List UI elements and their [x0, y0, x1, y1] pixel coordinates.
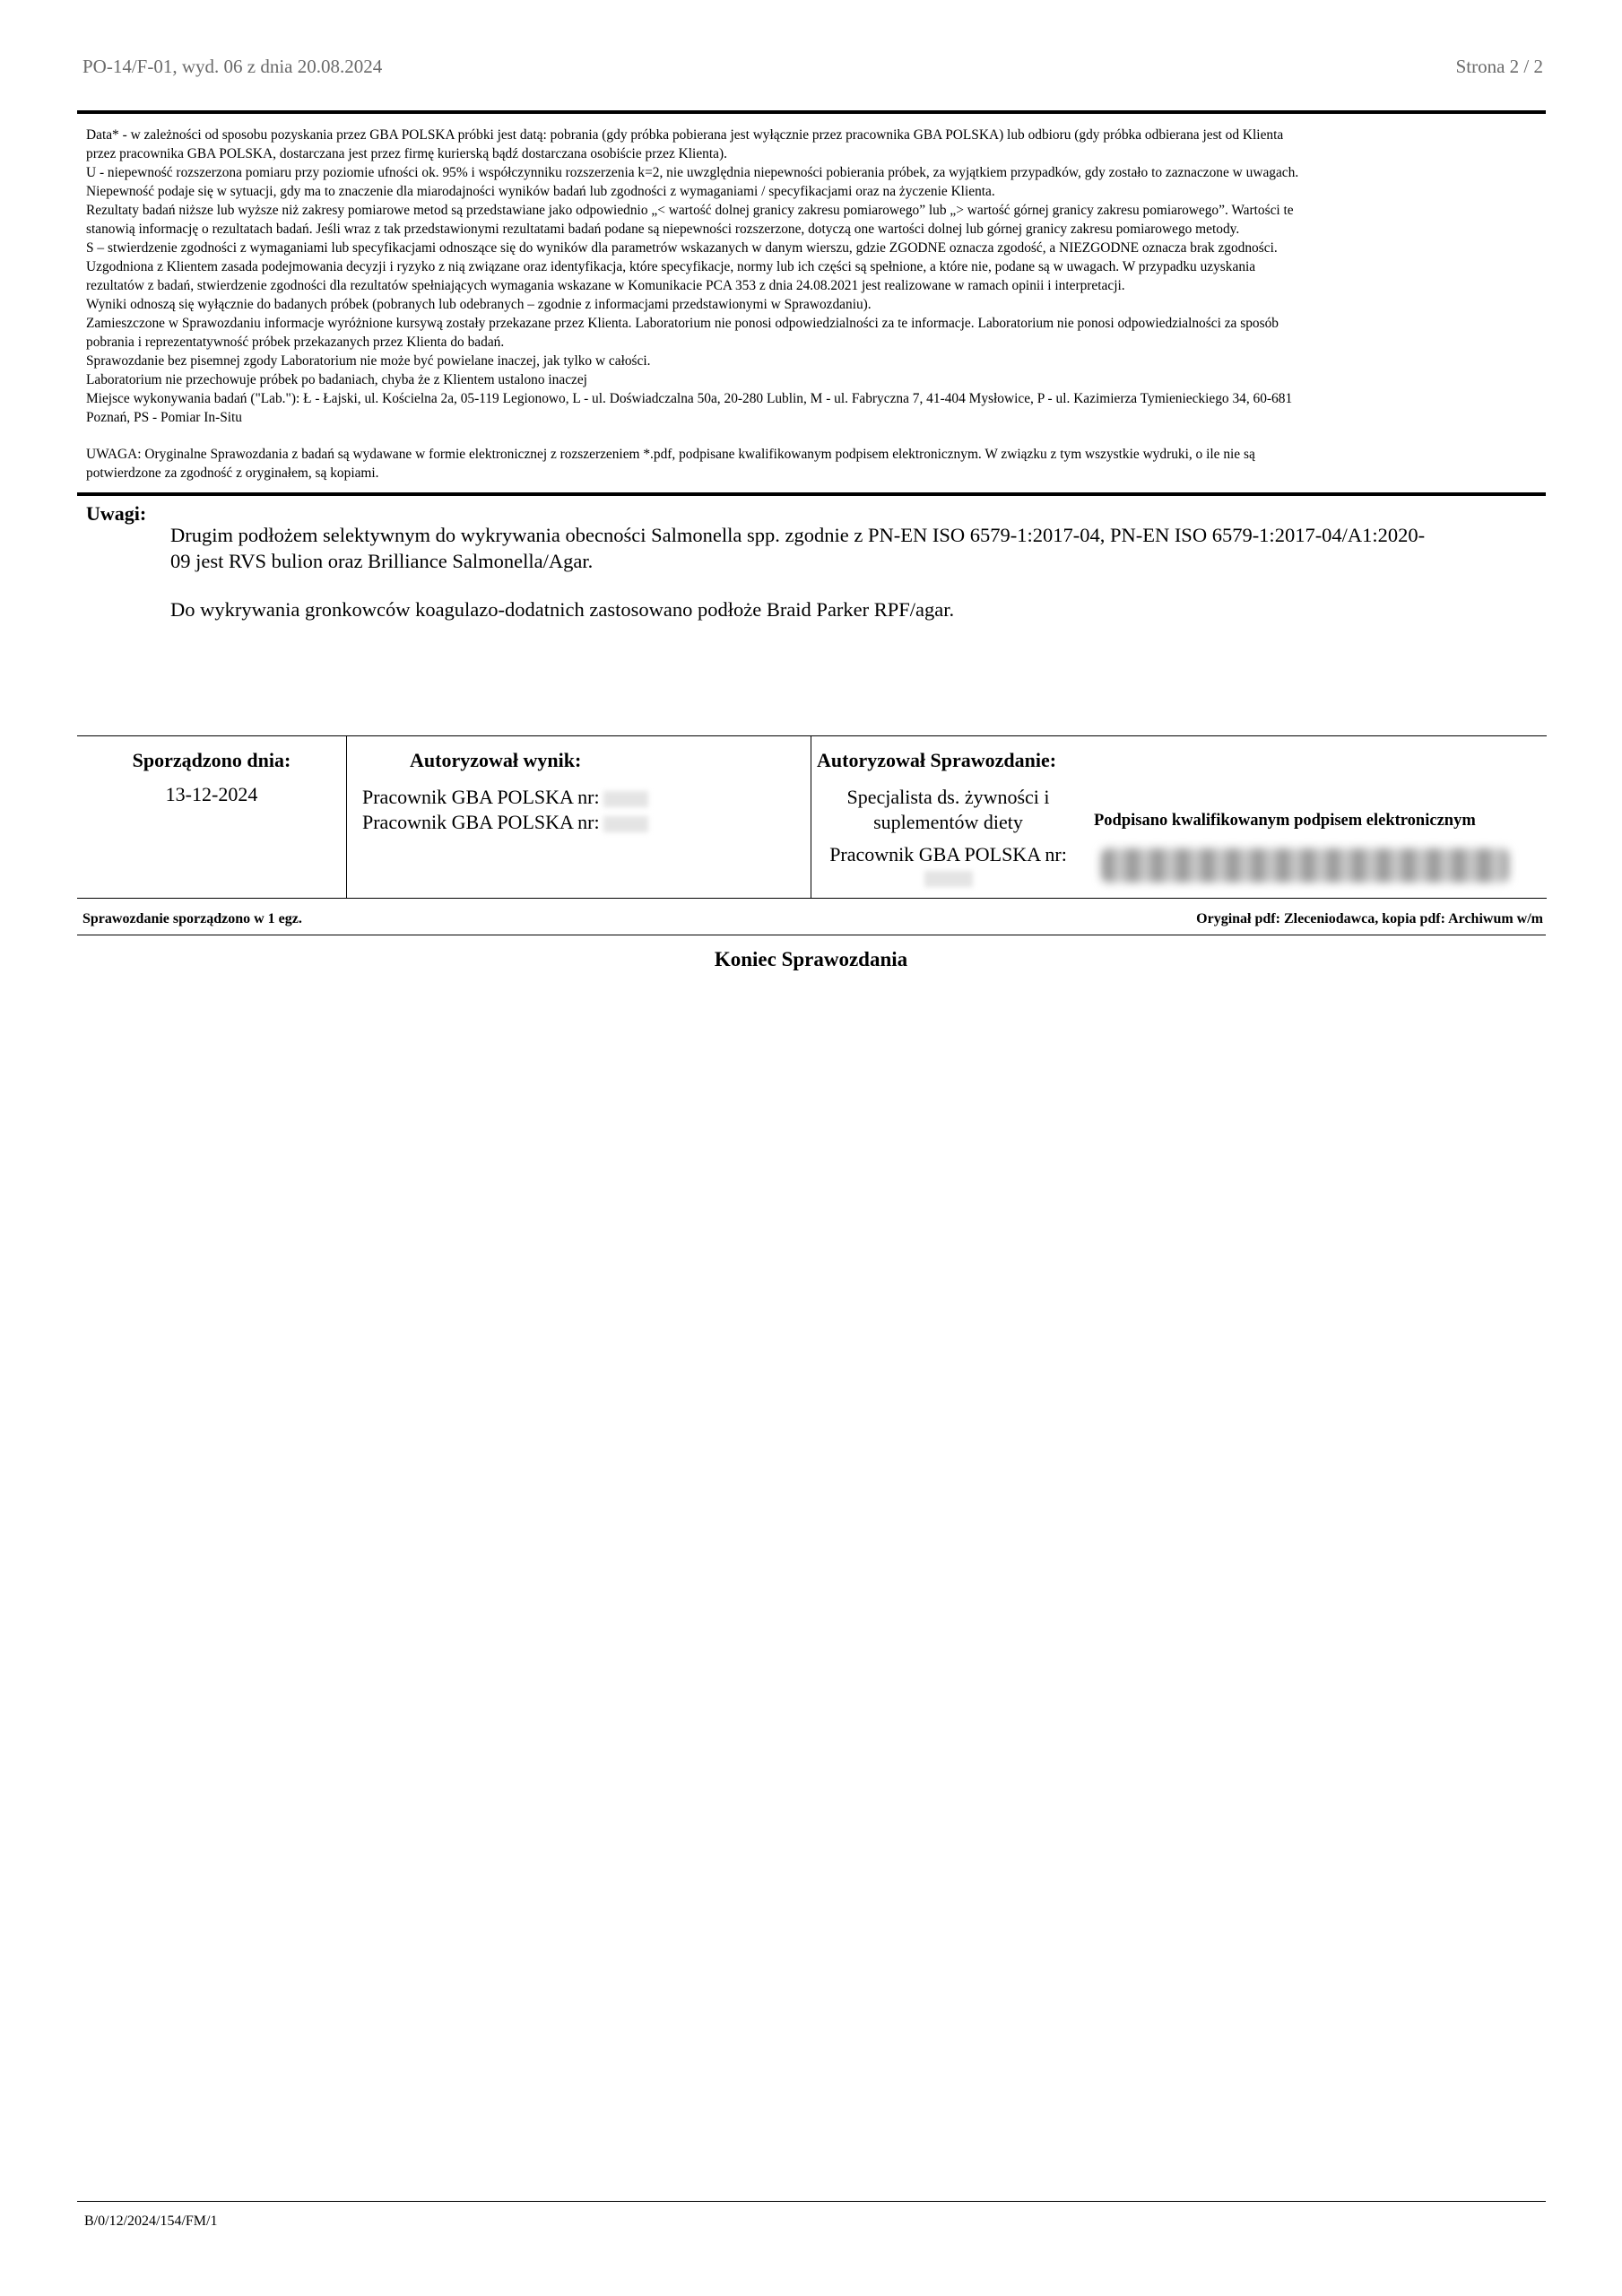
redacted-number [603, 791, 648, 807]
electronic-original-warning [86, 445, 1537, 483]
note-line: Data* - w zależności od sposobu pozyskania przez GBA POLSKA próbki jest datą: pobrania (gdy próbka pobierana jest wyłącznie przez pracownika GBA POLSKA) lub odbioru (gdy próbka odbierana jest od Klienta [86, 127, 1284, 143]
note-line: S – stwierdzenie zgodności z wymaganiami lub specyfikacjami odnoszące się do wyników dla parametrów wskazanych w danym wierszu, gdzie ZGODNE oznacza zgodość, a NIEZGODNE oznacza brak zgodności. [86, 240, 1278, 256]
employee-line [362, 785, 811, 810]
distribution-note: Oryginał pdf: Zleceniodawca, kopia pdf: Archiwum w/m [1196, 911, 1543, 926]
remarks-text [170, 522, 1444, 645]
note-line: Sprawozdanie bez pisemnej zgody Laboratorium nie może być powielane inaczej, jak tylko w całości. [86, 353, 651, 369]
remark-paragraph: Drugim podłożem selektywnym do wykrywania obecności Salmonella spp. zgodnie z PN-EN ISO 6579-1:2017-04, PN-EN ISO 6579-1:2017-04/A1:2020-09 jest RVS bulion oraz Brilliance Salmonella/Agar. [170, 524, 1426, 572]
remarks-rule [77, 492, 1546, 496]
note-line: U - niepewność rozszerzona pomiaru przy poziomie ufności ok. 95% i współczynniku rozszerzenia k=2, nie uwzględnia niepewności pobierania próbek, za wyjątkiem przypadków, gdy zostało to zaznaczone w uwagach. [86, 165, 1299, 180]
top-rule [77, 110, 1546, 114]
report-auth-right [1085, 785, 1547, 887]
redacted-signature [1101, 848, 1509, 883]
note-line: pobrania i reprezentatywność próbek przekazanych przez Klienta do badań. [86, 335, 505, 350]
page-number: Strona 2 / 2 [1455, 56, 1543, 77]
end-of-report: Koniec Sprawozdania [714, 948, 908, 970]
remarks-label: Uwagi: [86, 502, 147, 525]
report-authorization-cell [811, 736, 1548, 899]
note-line: Miejsce wykonywania badań ("Lab."): Ł - Łajski, ul. Kościelna 2a, 05-119 Legionowo, L - ul. Doświadczalna 50a, 20-280 Lublin, M - ul. Fabryczna 7, 41-404 Mysłowice, P - ul. Kazimierza Tymienieckiego 34, 60-681 [86, 391, 1293, 406]
signature-table [77, 735, 1547, 899]
prepared-cell [77, 736, 347, 899]
signed-notice: Podpisano kwalifikowanym podpisem elektronicznym [1094, 812, 1476, 830]
report-auth-left [811, 785, 1085, 887]
warning-line: UWAGA: Oryginalne Sprawozdania z badań są wydawane w formie elektronicznej z rozszerzeniem *.pdf, podpisane kwalifikowanym podpisem elektronicznym. W związku z tym wszystkie wydruki, o ile nie są [86, 447, 1255, 462]
note-line: Uzgodniona z Klientem zasada podejmowania decyzji i ryzyko z nią związane oraz identyfikacja, które specyfikacje, normy lub ich części są spełnione, a które nie, podane są w uwagach. W przypadku uzyskania [86, 259, 1256, 274]
remark-paragraph: Do wykrywania gronkowców koagulazo-dodatnich zastosowano podłoże Braid Parker RPF/agar. [170, 598, 955, 621]
note-line: Wyniki odnoszą się wyłącznie do badanych próbek (pobranych lub odebranych – zgodnie z informacjami przedstawionymi w Sprawozdaniu). [86, 297, 872, 312]
report-label: Autoryzował Sprawozdanie: [817, 749, 1057, 771]
employee-label: Pracownik GBA POLSKA nr: [362, 786, 600, 808]
document-code: B/0/12/2024/154/FM/1 [84, 2213, 218, 2229]
redacted-number [924, 871, 973, 887]
note-line: Zamieszczone w Sprawozdaniu informacje wyróżnione kursywą zostały przekazane przez Klienta. Laboratorium nie ponosi odpowiedzialności za te informacje. Laboratorium nie ponosi odpowiedzialności za sposób [86, 316, 1279, 331]
warning-line: potwierdzone za zgodność z oryginałem, są kopiami. [86, 465, 379, 481]
note-line: Rezultaty badań niższe lub wyższe niż zakresy pomiarowe metod są przedstawiane jako odpowiednio „< wartość dolnej granicy zakresu pomiarowego” lub „> wartość górnej granicy zakresu pomiarowego”. Wartości te [86, 203, 1294, 218]
form-id: PO-14/F-01, wyd. 06 z dnia 20.08.2024 [82, 56, 383, 77]
report-role: Specjalista ds. żywności i suplementów diety [846, 786, 1050, 833]
report-auth-body [811, 785, 1547, 887]
note-line: stanowią informację o rezultatach badań. Jeśli wraz z tak przedstawionymi rezultatami badań podane są niepewności rozszerzone, dotyczą one wartości dolnej lub górnej granicy zakresu pomiarowego metody. [86, 222, 1240, 237]
result-authorization-cell [347, 736, 811, 899]
note-line: Poznań, PS - Pomiar In-Situ [86, 410, 243, 425]
result-label: Autoryzował wynik: [410, 749, 582, 771]
employee-label: Pracownik GBA POLSKA nr: [829, 843, 1067, 865]
copies-note: Sprawozdanie sporządzono w 1 egz. [82, 911, 302, 926]
note-line: Niepewność podaje się w sytuacji, gdy ma to znaczenie dla miarodajności wyników badań lub zgodności z wymaganiami / specyfikacjami oraz na życzenie Klienta. [86, 184, 995, 199]
note-line: Laboratorium nie przechowuje próbek po badaniach, chyba że z Klientem ustalono inaczej [86, 372, 587, 387]
result-employees [362, 785, 811, 835]
prepared-date: 13-12-2024 [165, 783, 258, 805]
redacted-number [603, 816, 648, 832]
footer-rule [77, 2201, 1546, 2202]
note-line: rezultatów z badań, stwierdzenie zgodności dla rezultatów spełniających wymagania wskazane w Komunikacie PCA 353 z dnia 24.08.2021 jest realizowane w ramach opinii i interpretacji. [86, 278, 1125, 293]
note-line: przez pracownika GBA POLSKA, dostarczana jest przez firmę kurierską bądź dostarczana osobiście przez Klienta). [86, 146, 727, 161]
prepared-label: Sporządzono dnia: [132, 749, 291, 771]
report-employee [811, 842, 1085, 887]
employee-line [362, 810, 811, 835]
employee-label: Pracownik GBA POLSKA nr: [362, 811, 600, 833]
legal-notes [86, 126, 1537, 427]
